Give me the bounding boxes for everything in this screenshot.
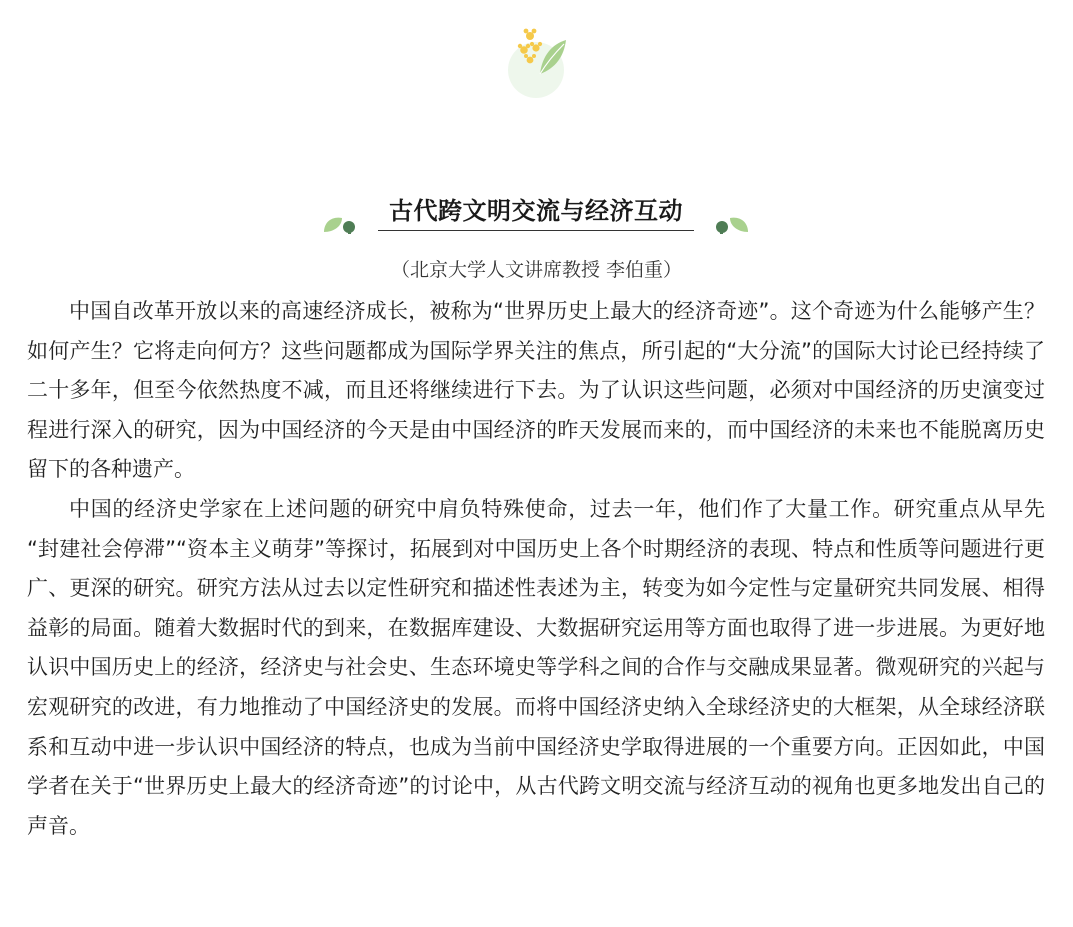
leaf-icon [712,212,752,234]
flower-leaf-icon [500,22,572,102]
paragraph: 中国的经济史学家在上述问题的研究中肩负特殊使命，过去一年，他们作了大量工作。研究重点从早先 “封建社会停滞”“资本主义萌芽”等探讨，拓展到对中国历史上各个时期经济的表现、特点和性质等问题进行更广、更深的研究。研究方法从过去以定性研究和描述性表述为主，转变为如今定性与定量研究共同发展、相得益彰的局面。随着大数据时代的到来，在数据库建设、大数据研究运用等方面也取得了进一步进展。为更好地认识中国历史上的经济，经济史与社会史、生态环境史等学科之间的合作与交融成果显著。微观研究的兴起与宏观研究的改进，有力地推动了中国经济史的发展。而将中国经济史纳入全球经济史的大框架，从全球经济联系和互动中进一步认识中国经济的特点，也成为当前中国经济史学取得进展的一个重要方向。正因如此，中国学者在关于“世界历史上最大的经济奇迹”的讨论中，从古代跨文明交流与经济互动的视角也更多地发出自己的声音。 [27,496,1045,838]
paragraph: 中国自改革开放以来的高速经济成长，被称为“世界历史上最大的经济奇迹”。这个奇迹为什么能够产生？如何产生？它将走向何方？这些问题都成为国际学界关注的焦点，所引起的“大分流”的国际大讨论已经持续了二十多年，但至今依然热度不减，而且还将继续进行下去。为了认识这些问题，必须对中国经济的历史演变过程进行深入的研究，因为中国经济的今天是由中国经济的昨天发展而来的，而中国经济的未来也不能脱离历史留下的各种遗产。 [27,299,1045,482]
leaf-icon [320,212,360,234]
title-underline [378,230,694,231]
title-row [0,190,1073,240]
author-subtitle: （北京大学人文讲席教授 李伯重） [390,259,683,281]
article-title: 古代跨文明交流与经济互动 [389,197,683,225]
article-body [27,292,1045,846]
